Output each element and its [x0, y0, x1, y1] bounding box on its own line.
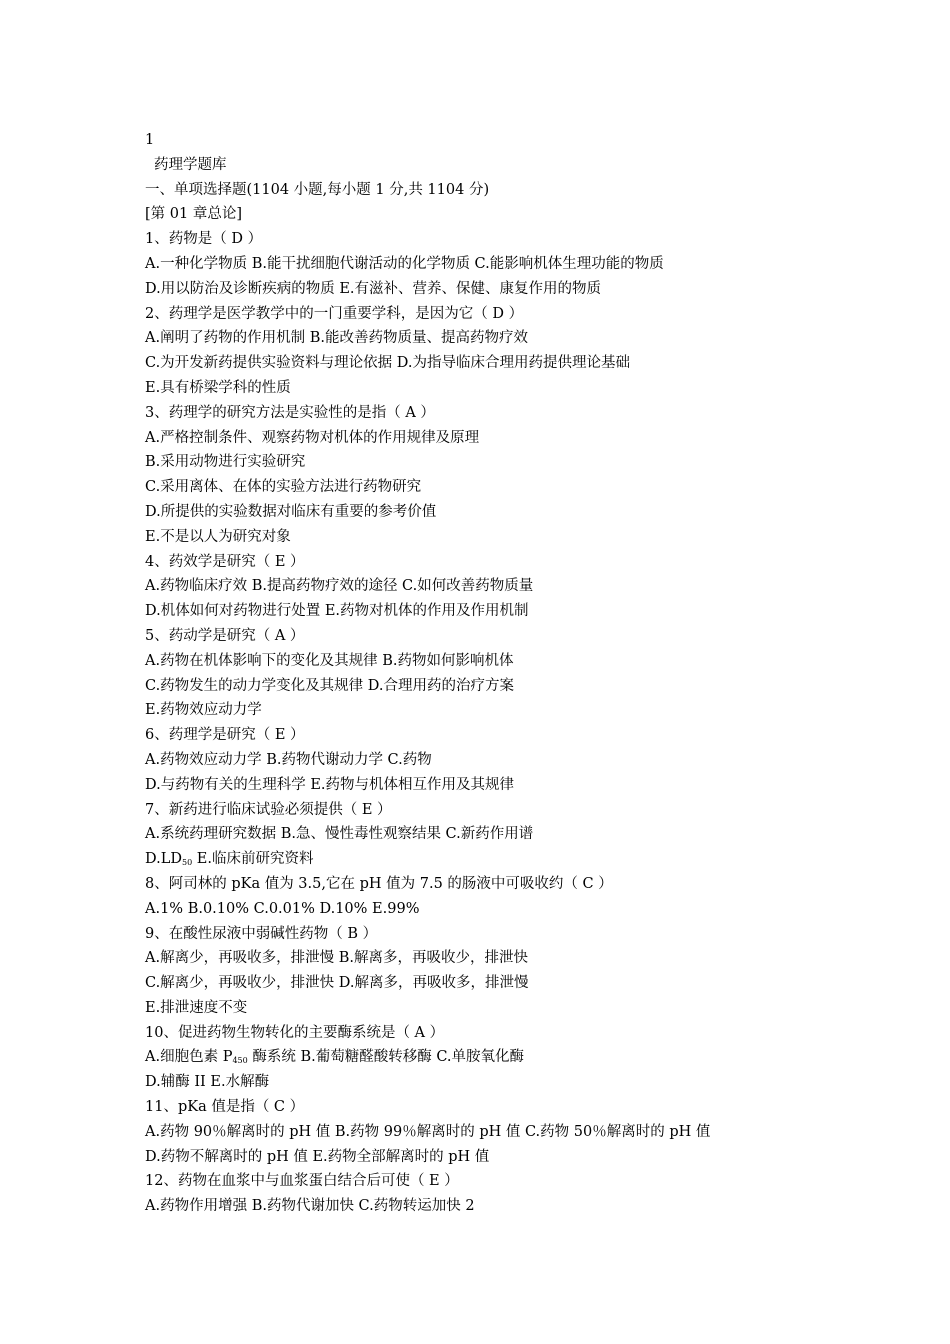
- text-line: A.药物效应动力学 B.药物代谢动力学 C.药物: [145, 751, 432, 768]
- text-line: 2、药理学是医学教学中的一门重要学科，是因为它（ D ）: [145, 305, 524, 322]
- text-line-ld50: [145, 847, 905, 872]
- p450-prefix: A.细胞色素 P: [145, 1049, 233, 1066]
- text-line: D.药物不解离时的 pH 值 E.药物全部解离时的 pH 值: [145, 1148, 490, 1165]
- text-line: D.所提供的实验数据对临床有重要的参考价值: [145, 503, 437, 520]
- document-title: 药理学题库: [154, 156, 227, 173]
- text-line: 5、药动学是研究（ A ）: [145, 627, 305, 644]
- text-line: E.排泄速度不变: [145, 999, 248, 1016]
- text-line: E.具有桥梁学科的性质: [145, 379, 291, 396]
- text-line: D.辅酶 II E.水解酶: [145, 1074, 270, 1091]
- text-line: 12、药物在血浆中与血浆蛋白结合后可使（ E ）: [145, 1173, 459, 1190]
- text-line: A.药物作用增强 B.药物代谢加快 C.药物转运加快 2: [145, 1198, 475, 1215]
- ld-suffix: E.临床前研究资料: [192, 851, 314, 868]
- text-line: B.采用动物进行实验研究: [145, 454, 306, 471]
- text-line: A.阐明了药物的作用机制 B.能改善药物质量、提高药物疗效: [145, 330, 528, 347]
- text-line: 4、药效学是研究（ E ）: [145, 553, 305, 570]
- text-line: 3、药理学的研究方法是实验性的是指（ A ）: [145, 404, 435, 421]
- text-line: 7、新药进行临床试验必须提供（ E ）: [145, 801, 392, 818]
- text-line: A.药物临床疗效 B.提高药物疗效的途径 C.如何改善药物质量: [145, 578, 534, 595]
- chapter-heading: [第 01 章总论]: [145, 206, 242, 223]
- text-line: A.系统药理研究数据 B.急、慢性毒性观察结果 C.新药作用谱: [145, 826, 534, 843]
- text-line: C.为开发新药提供实验资料与理论依据 D.为指导临床合理用药提供理论基础: [145, 355, 631, 372]
- text-line: 10、促进药物生物转化的主要酶系统是（ A ）: [145, 1024, 445, 1041]
- text-line: A.一种化学物质 B.能干扰细胞代谢活动的化学物质 C.能影响机体生理功能的物质: [145, 255, 664, 272]
- p450-subscript: 450: [232, 1056, 248, 1066]
- text-line: A.解离少，再吸收多，排泄慢 B.解离多，再吸收少，排泄快: [145, 950, 528, 967]
- p450-suffix: 酶系统 B.葡萄糖醛酸转移酶 C.单胺氧化酶: [247, 1049, 525, 1066]
- text-line: A.1% B.0.10% C.0.01% D.10% E.99%: [145, 900, 420, 917]
- text-line: D.与药物有关的生理科学 E.药物与机体相互作用及其规律: [145, 776, 515, 793]
- page-number: 1: [145, 132, 155, 148]
- text-line: 8、阿司林的 pKa 值为 3.5,它在 pH 值为 7.5 的肠液中可吸收约（ C ）: [145, 875, 613, 892]
- section-heading: 一、单项选择题(1104 小题,每小题 1 分,共 1104 分): [145, 181, 490, 198]
- text-line: C.解离少，再吸收少，排泄快 D.解离多，再吸收多，排泄慢: [145, 975, 529, 992]
- text-line: D.机体如何对药物进行处置 E.药物对机体的作用及作用机制: [145, 603, 529, 620]
- text-line: 6、药理学是研究（ E ）: [145, 727, 305, 744]
- ld-subscript: 50: [181, 858, 193, 868]
- text-line: A.药物在机体影响下的变化及其规律 B.药物如何影响机体: [145, 652, 514, 669]
- document-body: [145, 128, 905, 1219]
- text-line: C.采用离体、在体的实验方法进行药物研究: [145, 479, 422, 496]
- text-line: 11、pKa 值是指（ C ）: [145, 1099, 305, 1116]
- text-line-p450: [145, 1045, 905, 1070]
- ld-prefix: D.LD: [145, 851, 182, 868]
- text-line: C.药物发生的动力学变化及其规律 D.合理用药的治疗方案: [145, 677, 515, 694]
- text-line: A.药物 90％解离时的 pH 值 B.药物 99％解离时的 pH 值 C.药物 50％解离时的 pH 值: [145, 1123, 711, 1140]
- text-line: 1、药物是（ D ）: [145, 231, 263, 248]
- text-line: E.不是以人为研究对象: [145, 528, 291, 545]
- text-line: A.严格控制条件、观察药物对机体的作用规律及原理: [145, 429, 480, 446]
- text-line: D.用以防治及诊断疾病的物质 E.有滋补、营养、保健、康复作用的物质: [145, 280, 602, 297]
- text-line: 9、在酸性尿液中弱碱性药物（ B ）: [145, 925, 378, 942]
- text-line: E.药物效应动力学: [145, 702, 262, 719]
